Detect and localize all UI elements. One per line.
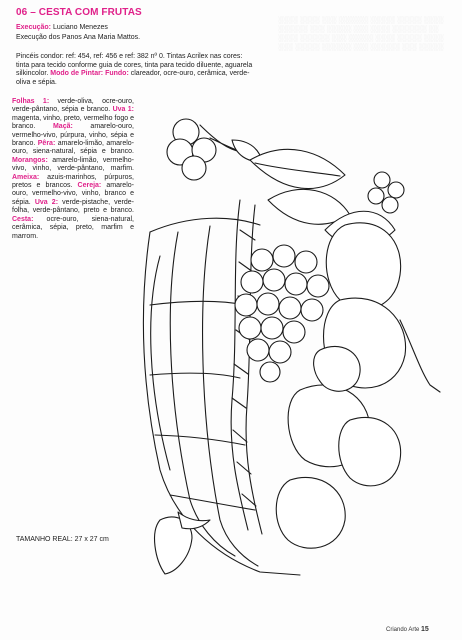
modo-pintar-text: clareador, ocre-ouro, cerâmica, verde-oliva e sépia. [16, 70, 250, 86]
panos-credit: Execução dos Panos Ana Maria Mattos. [16, 34, 141, 41]
color-text: amarelo-ouro, vermelho-vivo, púrpura, vinho, sépia e branco. [12, 123, 134, 148]
color-text: azuis-marinhos, púrpuros, pretos e brancos. [12, 173, 134, 190]
execucao-label: Execução: [16, 24, 52, 31]
materials-text: Pincéis condor: ref: 454, ref: 456 e ref: 382 nº 0. Tintas Acrilex nas cores: tinta para tecido conforme guia de cores, tinta para tecido diluente, aguarela silkincolor. [16, 53, 253, 78]
execucao-value: Luciano Menezes [52, 24, 108, 31]
materials-description [16, 53, 256, 87]
execucao-credit [16, 24, 108, 31]
bleed-through-text: ░░░░ ░░░░ ░░░ ░░░░░░ ░░░░░ ░░░░░ ░░░░ ░░░░░░ ░░░ ░░░░░ ░░░ ░░░░ ░░░░░░░ ░░ ░░░░ ░░░░░░ ░░░ ░░░░░ ░░░░ ░░░░░ ░░░░ ░░░ ░░░░░ ░░░░░░ ░░░ ░░░░░░ ░░░ ░░░░░ [278, 17, 444, 51]
color-text: verde-oliva, ocre-ouro, verde-pântano, sépia e branco. [12, 98, 134, 114]
magazine-name: Criando Arte [386, 627, 420, 633]
color-text: amarelo-ouro, vermelho-vivo, vinho, branco e sépia. [12, 182, 134, 206]
real-size-label: TAMANHO REAL: 27 x 27 cm [16, 536, 109, 543]
color-text: magenta, vinho, preto, vermelho fogo e branco. [12, 114, 134, 131]
color-text: ocre-ouro, siena-natural, cerâmica, sépia, preto, marfim e marrom. [12, 215, 134, 240]
color-text: amarelo-limão, vermelho-vivo, vinho, verde-pântano, marfim. [12, 156, 134, 173]
color-text: verde-pistache, verde-folha, verde-pântano, preto e branco. [12, 198, 134, 215]
color-guide [12, 98, 134, 241]
page-footer [386, 626, 429, 633]
modo-pintar-label: Modo de Pintar: Fundo: [50, 70, 129, 78]
color-label: Pêra: [37, 140, 56, 148]
color-label: Ameixa: [12, 173, 40, 181]
color-label: Maçã: [52, 123, 73, 131]
color-label: Uva 2: [34, 198, 59, 206]
recipe-title: 06 – CESTA COM FRUTAS [16, 7, 142, 18]
color-label: Folhas 1: [12, 98, 50, 105]
color-text: amarelo-limão, amarelo-ouro, siena-natural, sépia e branco. [12, 140, 134, 156]
color-label: Cereja: [77, 182, 102, 190]
color-label: Cesta: [12, 215, 34, 223]
color-label: Uva 1: [112, 106, 134, 114]
page-number: 15 [421, 626, 429, 633]
color-label: Morangos: [12, 156, 48, 164]
